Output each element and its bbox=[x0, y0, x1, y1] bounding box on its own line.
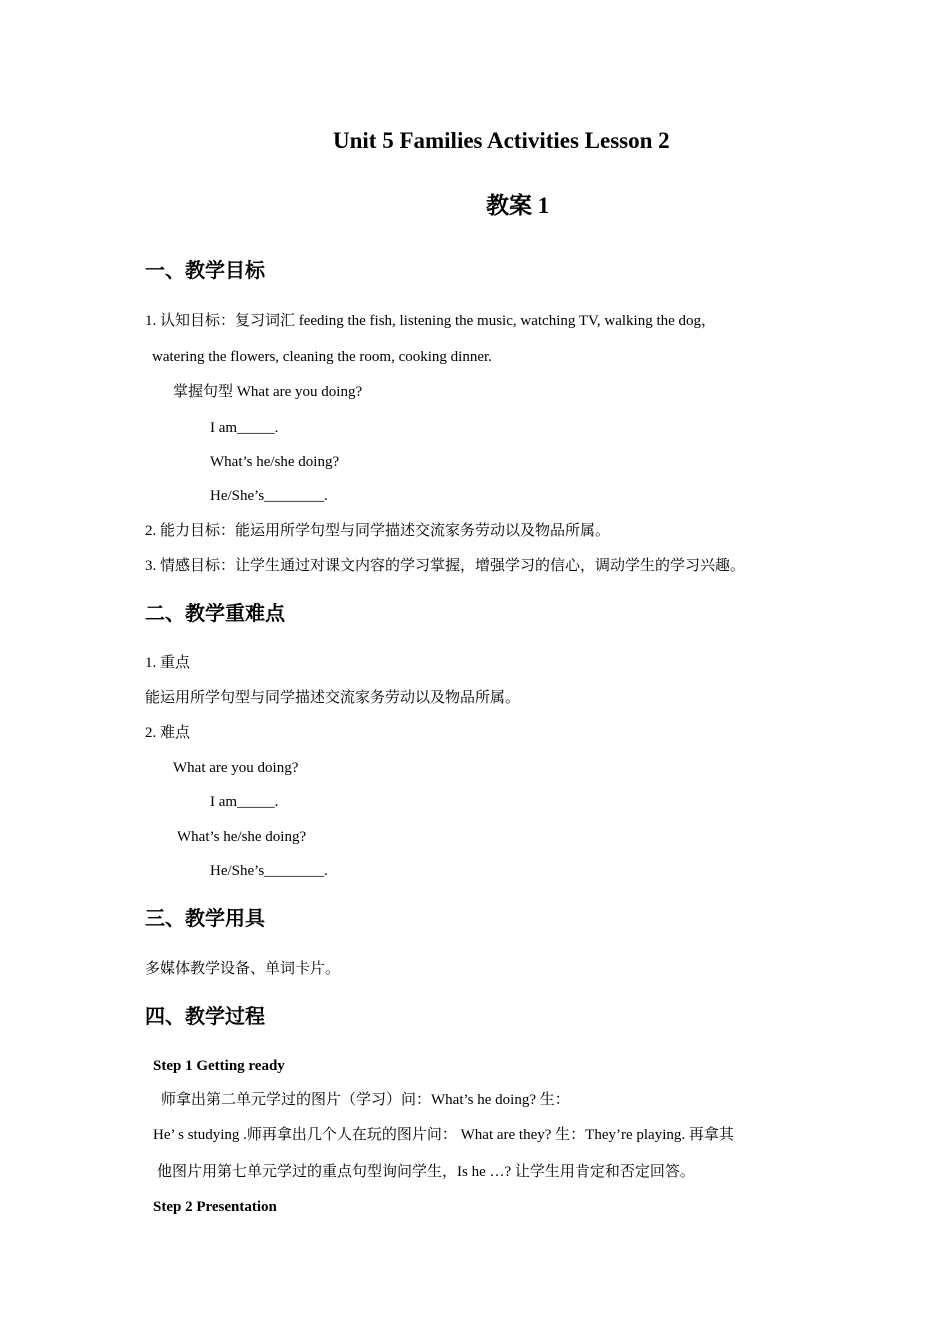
paragraph-line: 掌握句型 What are you doing? bbox=[173, 384, 363, 400]
paragraph-line: I am_____. bbox=[210, 794, 279, 810]
paragraph-line: 2. 难点 bbox=[145, 725, 191, 741]
paragraph-line: 师拿出第二单元学过的图片（学习）问：What’s he doing? 生： bbox=[161, 1092, 570, 1108]
paragraph-line: 能运用所学句型与同学描述交流家务劳动以及物品所属。 bbox=[145, 690, 521, 706]
paragraph-line: He/She’s________. bbox=[210, 488, 328, 504]
paragraph-line: watering the flowers, cleaning the room, cooking dinner. bbox=[152, 349, 492, 365]
paragraph-line: 1. 重点 bbox=[145, 655, 191, 671]
paragraph-line: 他图片用第七单元学过的重点句型询问学生，Is he …? 让学生用肯定和否定回答。 bbox=[157, 1164, 695, 1180]
step-heading: Step 2 Presentation bbox=[153, 1199, 277, 1215]
paragraph-line: 多媒体教学设备、单词卡片。 bbox=[145, 961, 341, 977]
section-heading-objectives: 一、教学目标 bbox=[145, 260, 265, 282]
document-subtitle: 教案 1 bbox=[486, 193, 550, 218]
paragraph-line: He’ s studying .师再拿出几个人在玩的图片问： What are they? 生：They’re playing. 再拿其 bbox=[153, 1127, 734, 1143]
section-heading-materials: 三、教学用具 bbox=[145, 908, 265, 930]
paragraph-line: What’s he/she doing? bbox=[210, 454, 340, 470]
paragraph-line: He/She’s________. bbox=[210, 863, 328, 879]
paragraph-line: I am_____. bbox=[210, 420, 279, 436]
document-title: Unit 5 Families Activities Lesson 2 bbox=[333, 128, 670, 153]
paragraph-line: 2. 能力目标：能运用所学句型与同学描述交流家务劳动以及物品所属。 bbox=[145, 523, 611, 539]
paragraph-line: 3. 情感目标：让学生通过对课文内容的学习掌握，增强学习的信心，调动学生的学习兴趣。 bbox=[145, 558, 746, 574]
paragraph-line: What’s he/she doing? bbox=[177, 829, 307, 845]
paragraph-line: 1. 认知目标：复习词汇 feeding the fish, listening the music, watching TV, walking the dog， bbox=[145, 313, 717, 329]
section-heading-key-points: 二、教学重难点 bbox=[145, 603, 285, 625]
paragraph-line: What are you doing? bbox=[173, 760, 299, 776]
section-heading-process: 四、教学过程 bbox=[145, 1006, 265, 1028]
step-heading: Step 1 Getting ready bbox=[153, 1058, 285, 1074]
